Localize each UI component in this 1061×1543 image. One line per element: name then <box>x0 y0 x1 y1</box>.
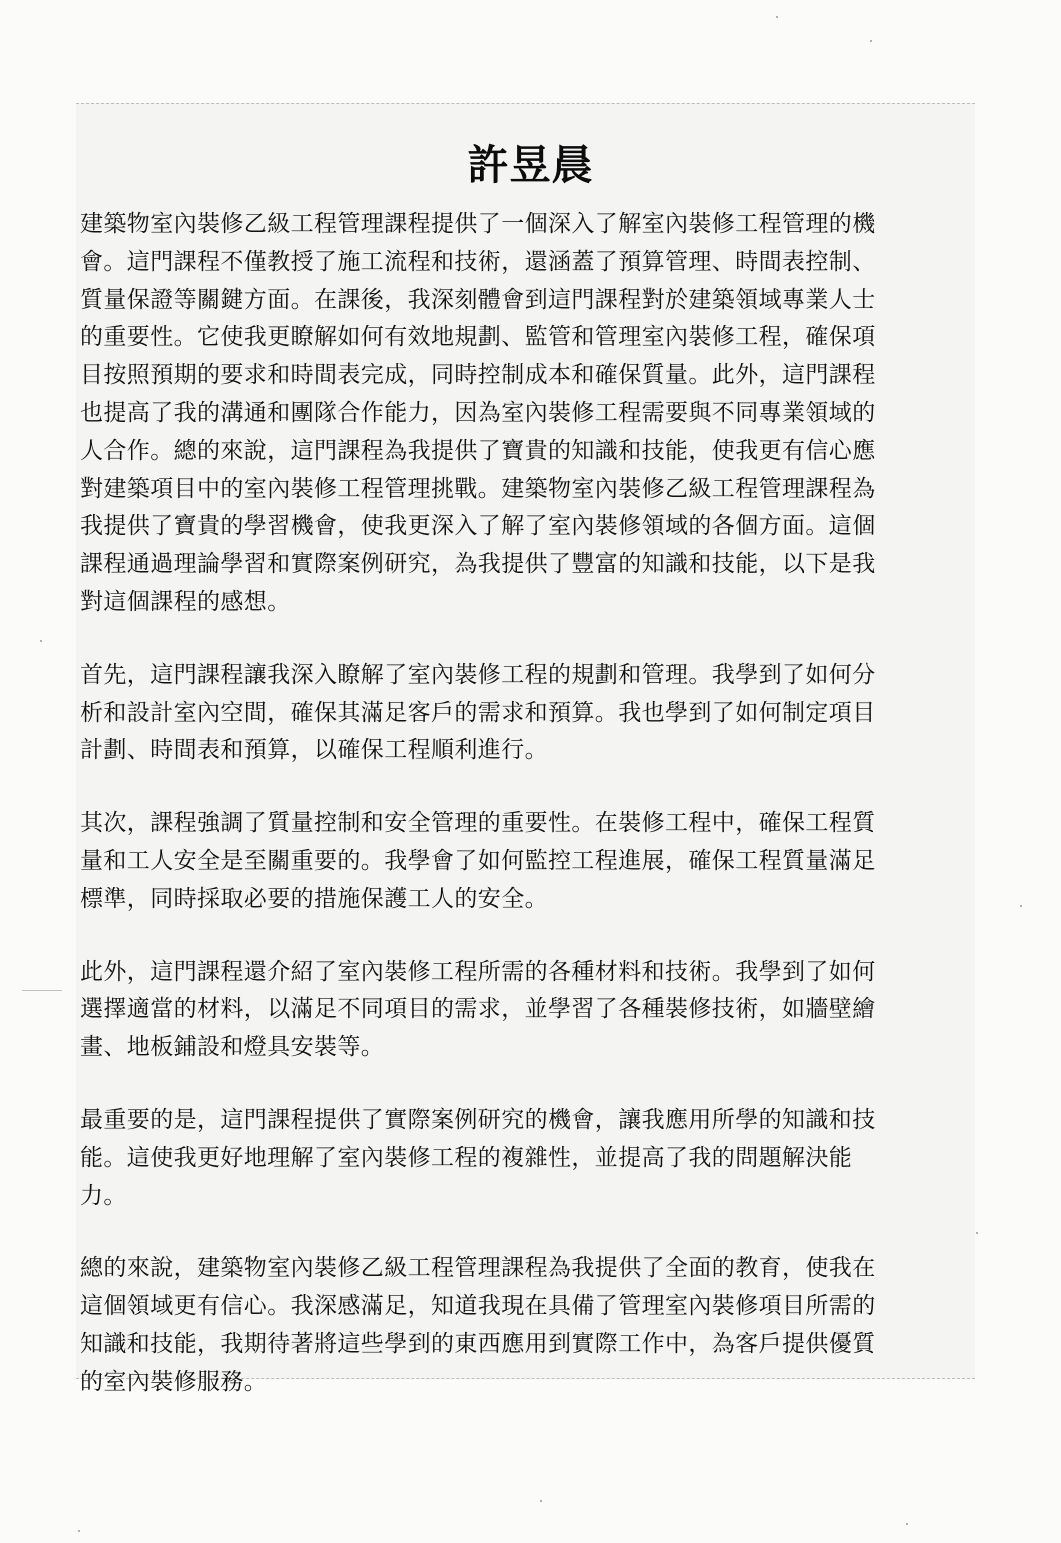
scan-speck <box>22 990 62 991</box>
text-line: 建築物室內裝修乙級工程管理課程提供了一個深入了解室內裝修工程管理的機 <box>80 211 876 237</box>
text-line: 的重要性。它使我更瞭解如何有效地規劃、監管和管理室內裝修工程，確保項 <box>80 324 876 351</box>
text-line: 的室內裝修服務。 <box>80 1368 268 1395</box>
scan-speck <box>540 1500 542 1502</box>
scan-speck <box>40 640 42 642</box>
scan-speck <box>776 16 778 18</box>
document-body <box>80 206 960 1437</box>
scan-speck <box>976 1232 978 1234</box>
text-line: 目按照預期的要求和時間表完成，同時控制成本和確保質量。此外，這門課程 <box>80 362 876 389</box>
text-line: 對這個課程的感想。 <box>80 588 291 615</box>
text-line: 最重要的是，這門課程提供了實際案例研究的機會，讓我應用所學的知識和技 <box>80 1106 876 1133</box>
text-line: 我提供了寶貴的學習機會，使我更深入了解了室內裝修領域的各個方面。這個 <box>80 513 876 540</box>
text-line: 畫、地板鋪設和燈具安裝等。 <box>80 1034 385 1061</box>
text-line: 標準，同時採取必要的措施保護工人的安全。 <box>80 885 548 912</box>
text-line: 知識和技能，我期待著將這些學到的東西應用到實際工作中，為客戶提供優質 <box>80 1330 876 1357</box>
text-line: 首先，這門課程讓我深入瞭解了室內裝修工程的規劃和管理。我學到了如何分 <box>80 661 876 688</box>
text-line: 這個領域更有信心。我深感滿足，知道我現在具備了管理室內裝修項目所需的 <box>80 1293 876 1320</box>
paragraph <box>80 1102 960 1215</box>
text-line: 計劃、時間表和預算，以確保工程順利進行。 <box>80 737 548 764</box>
text-line: 其次，課程強調了質量控制和安全管理的重要性。在裝修工程中，確保工程質 <box>80 810 876 837</box>
paragraph <box>80 805 960 918</box>
text-line: 會。這門課程不僅教授了施工流程和技術，還涵蓋了預算管理、時間表控制、 <box>80 248 876 275</box>
paragraph <box>80 954 960 1067</box>
paragraph <box>80 1250 960 1401</box>
text-line: 課程通過理論學習和實際案例研究，為我提供了豐富的知識和技能，以下是我 <box>80 551 876 578</box>
document-title: 許昱晨 <box>467 141 594 190</box>
scan-speck <box>870 40 872 42</box>
text-line: 人合作。總的來說，這門課程為我提供了寶貴的知識和技能，使我更有信心應 <box>80 437 876 464</box>
text-line: 總的來說，建築物室內裝修乙級工程管理課程為我提供了全面的教育，使我在 <box>80 1255 876 1282</box>
text-line: 也提高了我的溝通和團隊合作能力，因為室內裝修工程需要與不同專業領域的 <box>80 399 876 426</box>
text-line: 析和設計室內空間，確保其滿足客戶的需求和預算。我也學到了如何制定項目 <box>80 699 876 726</box>
text-line: 量和工人安全是至關重要的。我學會了如何監控工程進展，確保工程質量滿足 <box>80 847 876 874</box>
scan-speck <box>906 1523 908 1525</box>
text-line: 此外，這門課程還介紹了室內裝修工程所需的各種材料和技術。我學到了如何 <box>80 958 876 985</box>
text-line: 對建築項目中的室內裝修工程管理挑戰。建築物室內裝修乙級工程管理課程為 <box>80 475 876 502</box>
text-line: 選擇適當的材料，以滿足不同項目的需求，並學習了各種裝修技術，如牆壁繪 <box>80 996 876 1023</box>
text-line: 能。這使我更好地理解了室內裝修工程的複雜性，並提高了我的問題解決能 <box>80 1144 853 1171</box>
text-line: 力。 <box>80 1182 127 1209</box>
scan-speck <box>78 1530 80 1532</box>
paragraph <box>80 657 960 770</box>
text-line: 質量保證等關鍵方面。在課後，我深刻體會到這門課程對於建築領域專業人士 <box>80 286 876 313</box>
scan-speck <box>1020 905 1022 907</box>
paragraph <box>80 206 960 622</box>
